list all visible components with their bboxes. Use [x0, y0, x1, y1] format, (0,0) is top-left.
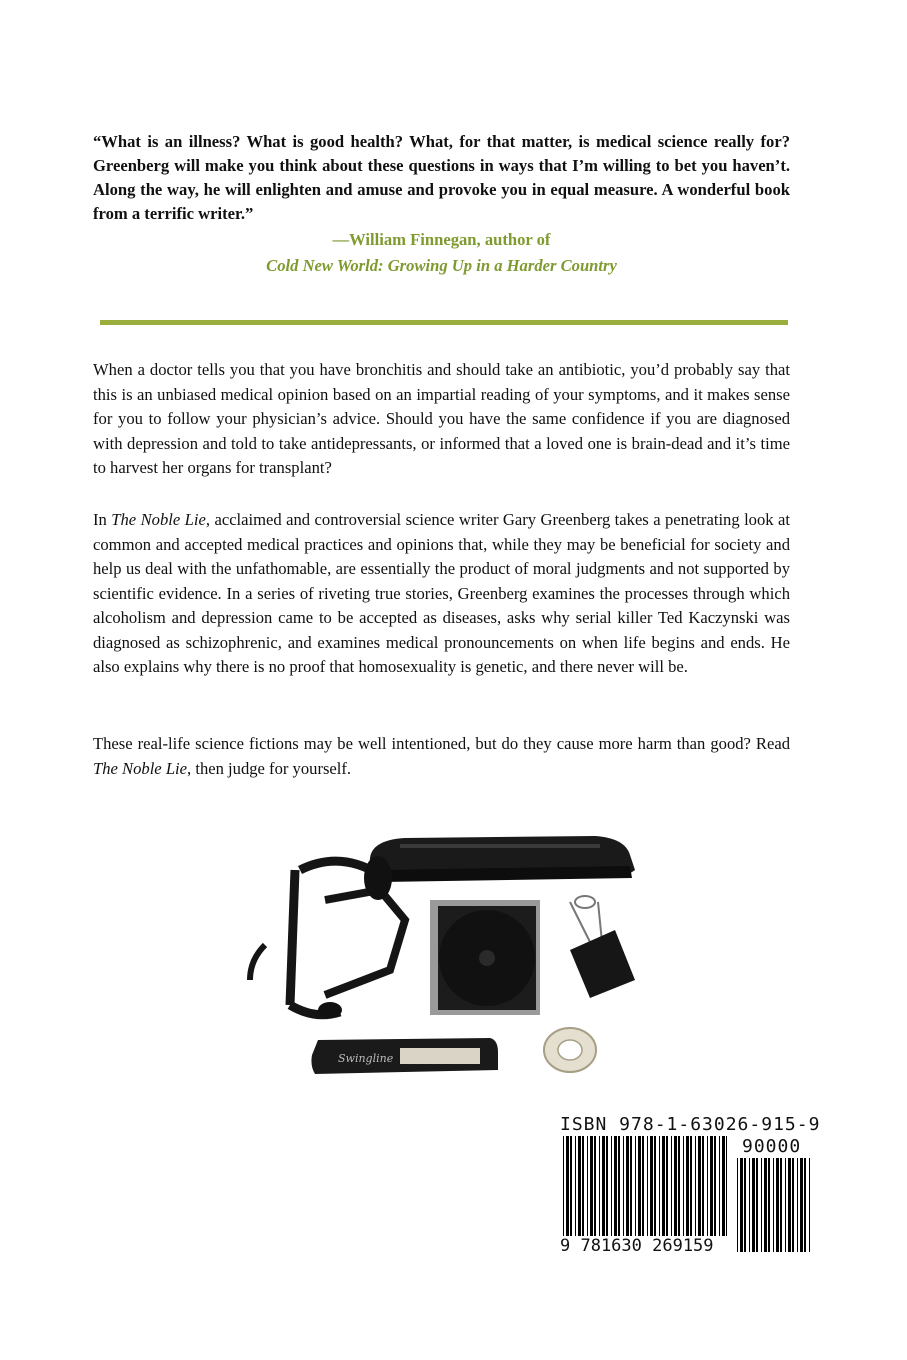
cd-case-icon [430, 900, 540, 1015]
description-paragraph-3: These real-life science fictions may be well intentioned, but do they cause more harm than good? Read The Noble Lie, then judge for yourself. [93, 734, 790, 778]
tape-roll-icon [544, 1028, 596, 1072]
binder-knob-icon [364, 856, 392, 900]
binder-clip-icon [570, 896, 635, 998]
divider-rule [100, 320, 788, 325]
isbn-barcode-icon [563, 1136, 727, 1236]
book-title: The Noble Lie [93, 758, 188, 778]
stapler-icon [311, 1038, 498, 1074]
description-paragraph-2: In The Noble Lie, acclaimed and controversial science writer Gary Greenberg takes a penetrating look at common and accepted medical practices and opinions that, while they may be beneficial for society and help us deal with the unfathomable, are essentially the product of moral judgments and not supported by scientific evidence. In a series of riveting true stories, Greenberg examines the processes through which alcoholism and depression came to be accepted as diseases, asks why serial killer Ted Kaczynski was diagnosed as schizophrenic, and examines medical pronouncements on when life begins and ends. He also explains why there is no proof that homosexuality is genetic, and there never will be. [93, 510, 790, 676]
office-supplies-photo [230, 830, 670, 1090]
review-quote: “What is an illness? What is good health? What, for that matter, is medical science really for? Greenberg will make you think about these questions in ways that I’m willing to bet you haven’t. Along the way, he will enlighten and amuse and provoke you in equal measure. A wonderful book from a terrific writer.” [93, 132, 790, 223]
book-title: The Noble Lie [111, 510, 206, 529]
hole-punch-icon [370, 836, 635, 882]
description-paragraph-1: When a doctor tells you that you have bronchitis and should take an antibiotic, you’d probably say that this is an unbiased medical opinion based on an impartial reading of your symptoms, and it makes sense for you to follow your physician’s advice. Should you have the same confidence if you are diagnosed with depression and told to take antidepressants, or informed that a loved one is brain-dead and it’s time to harvest her organs for transplant? [93, 360, 790, 477]
barcode-digits: 9 781630 269159 [560, 1236, 714, 1256]
quote-source-book: Cold New World: Growing Up in a Harder Country [266, 256, 617, 275]
price-barcode-icon [737, 1158, 811, 1252]
stapler-brand-label: Swingline [338, 1052, 394, 1065]
quote-attribution: —William Finnegan, author of [332, 230, 551, 249]
isbn-label: ISBN 978-1-63026-915-9 [560, 1114, 821, 1135]
price-code: 90000 [742, 1136, 802, 1157]
